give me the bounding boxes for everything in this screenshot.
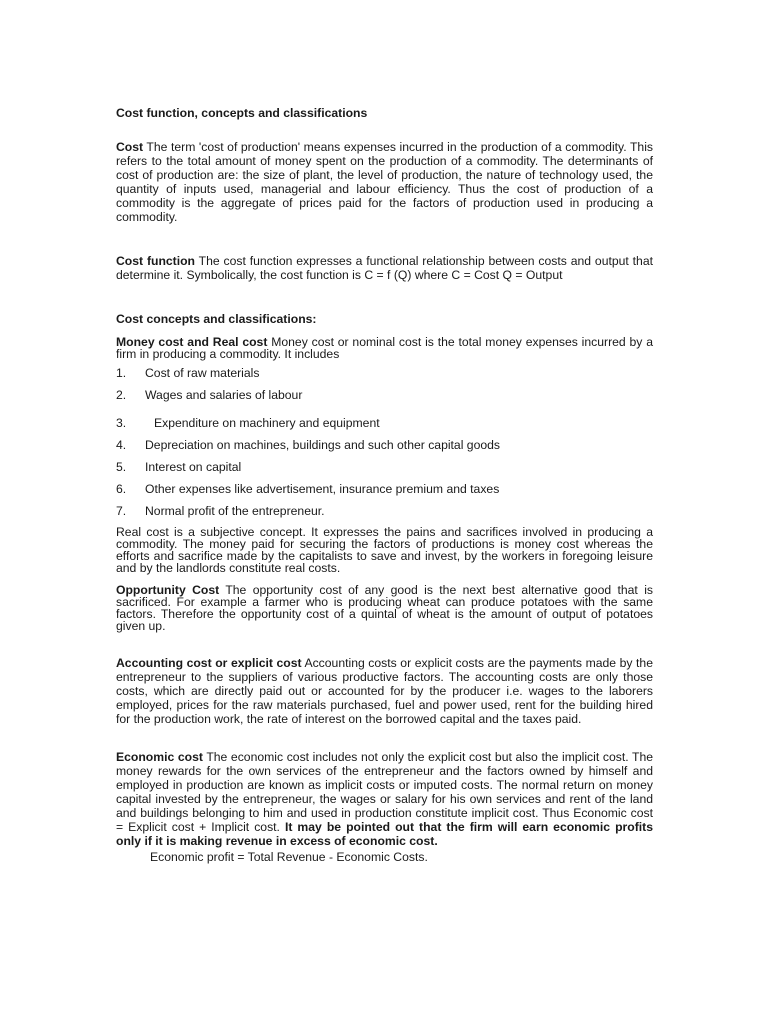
list-item xyxy=(116,366,653,380)
opportunity-cost-paragraph xyxy=(116,584,653,632)
list-item-number: 4. xyxy=(116,438,127,452)
opportunity-cost-heading: Opportunity Cost xyxy=(116,583,220,597)
list-item-text: Wages and salaries of labour xyxy=(145,388,303,402)
money-cost-list xyxy=(116,366,653,518)
list-item-text: Other expenses like advertisement, insurance premium and taxes xyxy=(145,482,500,496)
list-item-text: Expenditure on machinery and equipment xyxy=(154,416,380,430)
cost-function-paragraph xyxy=(116,254,653,282)
economic-profit-formula: Economic profit = Total Revenue - Economic Costs. xyxy=(150,850,428,864)
list-item xyxy=(116,416,653,430)
money-cost-text: Money cost or nominal cost is the total money expenses incurred by a firm in producing a commodity. It includes xyxy=(116,335,653,361)
accounting-cost-text: Accounting costs or explicit costs are the payments made by the entrepreneur to the suppliers of various productive factors. The accounting costs are only those costs, which are directly paid out or accounted for by the producer i.e. wages to the laborers employed, prices for the raw materials purchased, fuel and power used, rent for the building hired for the production work, the rate of interest on the borrowed capital and the taxes paid. xyxy=(116,656,653,726)
economic-cost-paragraph xyxy=(116,750,653,848)
list-item-number: 3. xyxy=(116,416,127,430)
cost-paragraph xyxy=(116,140,653,224)
list-item xyxy=(116,438,653,452)
economic-cost-emphasis: It may be pointed out that the firm will earn economic profits only if it is making revenue in excess of economic cost. xyxy=(116,820,653,848)
economic-cost-text: The economic cost includes not only the explicit cost but also the implicit cost. The money rewards for the own services of the entrepreneur and the factors owned by himself and employed in production are known as implicit costs or imputed costs. The normal return on money capital invested by the entrepreneur, the wages or salary for his own services and rent of the land and buildings belonging to him and used in production constitute implicit cost. Thus Economic cost = Explicit cost + Implicit cost. xyxy=(116,750,653,834)
list-item xyxy=(116,460,653,474)
document-body xyxy=(116,106,653,864)
cost-function-heading: Cost function xyxy=(116,254,195,268)
economic-cost-heading: Economic cost xyxy=(116,750,203,764)
list-item-number: 7. xyxy=(116,504,127,518)
real-cost-paragraph: Real cost is a subjective concept. It expresses the pains and sacrifices involved in producing a commodity. The money paid for securing the factors of productions is money cost whereas the efforts and sacrifice made by the capitalists to save and invest, by the workers in foregoing leisure and by the landlords constitute real costs. xyxy=(116,525,653,575)
list-item xyxy=(116,504,653,518)
opportunity-cost-text: The opportunity cost of any good is the next best alternative good that is sacrificed. For example a farmer who is producing wheat can produce potatoes with the same factors. Therefore the opportunity cost of a quintal of wheat is the amount of output of potatoes given up. xyxy=(116,583,653,633)
list-item-number: 5. xyxy=(116,460,127,474)
money-cost-paragraph xyxy=(116,336,653,360)
list-item-text: Depreciation on machines, buildings and such other capital goods xyxy=(145,438,501,452)
accounting-cost-heading: Accounting cost or explicit cost xyxy=(116,656,302,670)
list-item-number: 6. xyxy=(116,482,127,496)
list-item-text: Cost of raw materials xyxy=(145,366,260,380)
list-item-number: 2. xyxy=(116,388,127,402)
document-title: Cost function, concepts and classifications xyxy=(116,106,368,120)
cost-function-text: The cost function expresses a functional relationship between costs and output that determine it. Symbolically, the cost function is C = f (Q) where C = Cost Q = Output xyxy=(116,254,653,282)
list-item-number: 1. xyxy=(116,366,127,380)
list-item xyxy=(116,388,653,402)
money-cost-heading: Money cost and Real cost xyxy=(116,335,268,349)
cost-text: The term 'cost of production' means expenses incurred in the production of a commodity. This refers to the total amount of money spent on the production of a commodity. The determinants of cost of production are: the size of plant, the level of production, the nature of technology used, the quantity of inputs used, managerial and labour efficiency. Thus the cost of production of a commodity is the aggregate of prices paid for the factors of production used in producing a commodity. xyxy=(116,140,653,224)
list-item-text: Interest on capital xyxy=(145,460,242,474)
cost-heading: Cost xyxy=(116,140,144,154)
list-item-text: Normal profit of the entrepreneur. xyxy=(145,504,325,518)
list-item xyxy=(116,482,653,496)
concepts-heading: Cost concepts and classifications: xyxy=(116,312,317,326)
accounting-cost-paragraph xyxy=(116,656,653,726)
